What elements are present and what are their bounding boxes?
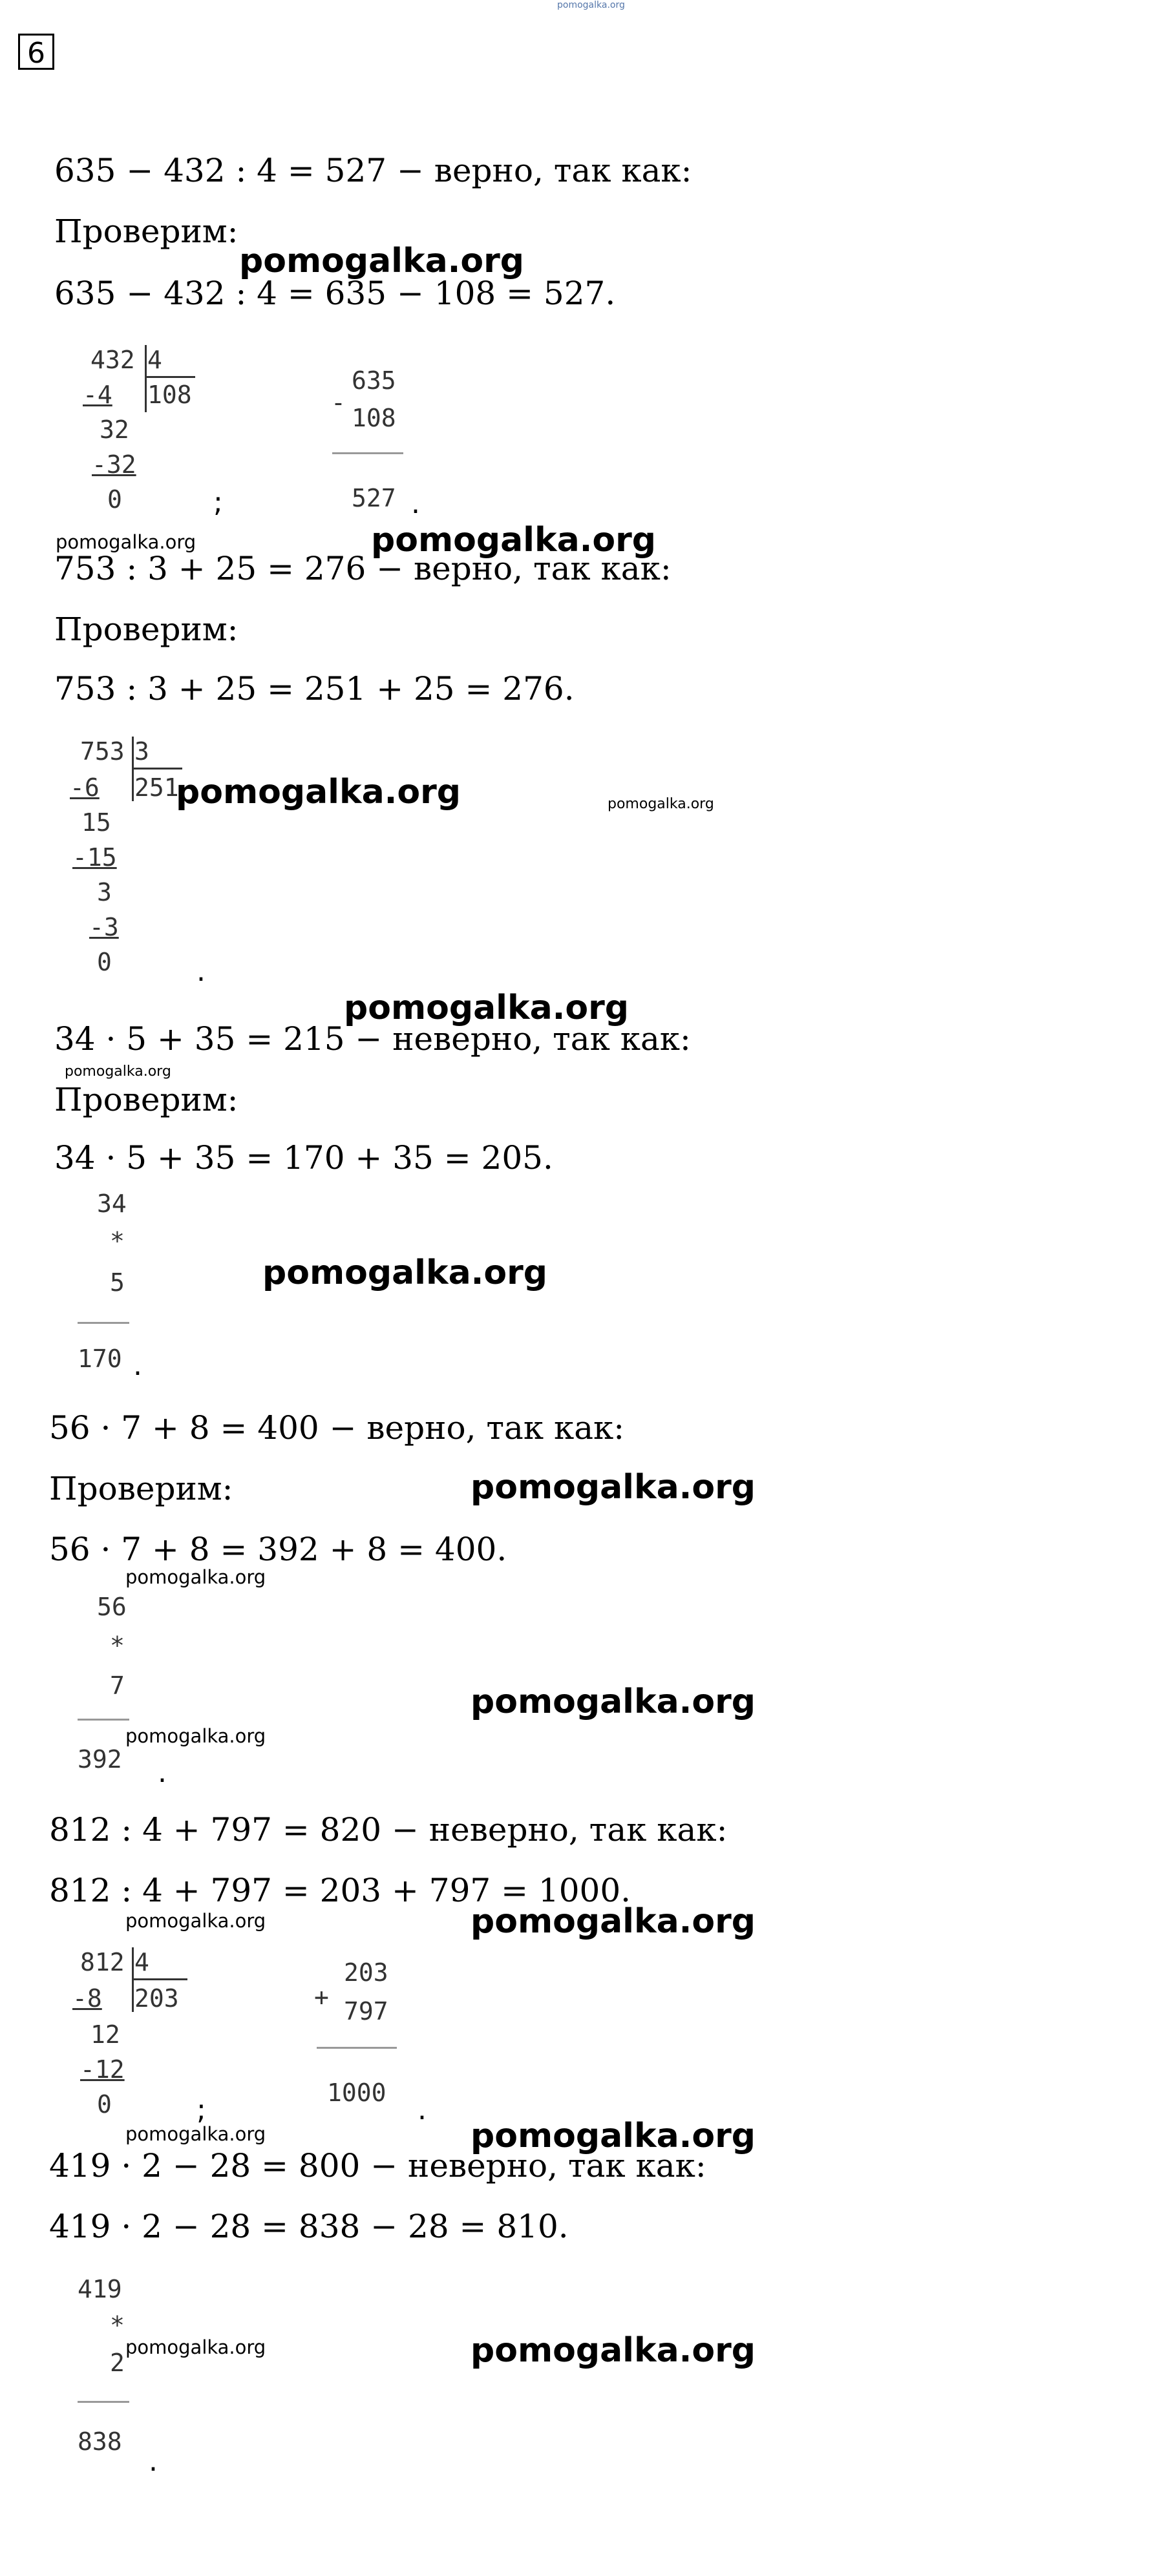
punct: .: [418, 2093, 427, 2126]
check-3: 34 · 5 + 35 = 170 + 35 = 205.: [54, 1139, 553, 1177]
check-label-1: Проверим:: [54, 213, 238, 250]
dividend: 753: [80, 737, 125, 766]
watermark: pomogalka.org: [125, 2336, 266, 2358]
check-label-2: Проверим:: [54, 611, 238, 648]
punct: ;: [196, 2093, 206, 2126]
sign: *: [110, 1227, 125, 1255]
statement-3: 34 · 5 + 35 = 215 − неверно, так как:: [54, 1020, 691, 1058]
check-6: 419 · 2 − 28 = 838 − 28 = 810.: [49, 2208, 569, 2245]
top: 635: [352, 366, 396, 395]
punct: .: [196, 955, 206, 988]
statement-2: 753 : 3 + 25 = 276 − верно, так как:: [54, 550, 672, 587]
watermark-top: pomogalka.org: [557, 0, 625, 10]
bottom: 7: [110, 1671, 125, 1700]
punct: .: [158, 1756, 167, 1789]
statement-6: 419 · 2 − 28 = 800 − неверно, так как:: [49, 2147, 706, 2184]
result: 838: [78, 2427, 122, 2456]
dividend: 432: [90, 346, 135, 374]
watermark: pomogalka.org: [371, 521, 657, 560]
sign: +: [314, 1983, 329, 2011]
step: -6: [70, 773, 100, 802]
step: 12: [90, 2020, 120, 2049]
watermark: pomogalka.org: [176, 773, 461, 812]
statement-4: 56 · 7 + 8 = 400 − верно, так как:: [49, 1409, 625, 1447]
bottom: 2: [110, 2349, 125, 2377]
watermark: pomogalka.org: [125, 1566, 266, 1588]
divisor: 4: [134, 1948, 149, 1976]
watermark: pomogalka.org: [608, 796, 714, 812]
step: 0: [107, 485, 122, 514]
quotient: 251: [134, 773, 179, 802]
divisor: 3: [134, 737, 149, 766]
task-number: 6: [18, 34, 54, 70]
step: 15: [81, 808, 111, 837]
result: 170: [78, 1345, 122, 1373]
bottom: 797: [344, 1997, 388, 2026]
top: 56: [97, 1593, 127, 1621]
punct: .: [133, 1349, 142, 1382]
watermark: pomogalka.org: [471, 2331, 756, 2370]
divisor: 4: [147, 346, 162, 374]
result: 527: [352, 484, 396, 512]
watermark: pomogalka.org: [471, 1902, 756, 1941]
check-label-3: Проверим:: [54, 1081, 238, 1118]
punct: ;: [213, 486, 223, 519]
watermark: pomogalka.org: [239, 242, 525, 280]
watermark: pomogalka.org: [125, 1910, 266, 1932]
check-4: 56 · 7 + 8 = 392 + 8 = 400.: [49, 1531, 507, 1568]
step: -12: [80, 2055, 125, 2084]
watermark: pomogalka.org: [262, 1253, 548, 1292]
top: 203: [344, 1958, 388, 1987]
watermark: pomogalka.org: [471, 1468, 756, 1507]
sign: -: [331, 388, 346, 417]
check-2: 753 : 3 + 25 = 251 + 25 = 276.: [54, 670, 575, 707]
result: 392: [78, 1745, 122, 1774]
step: 0: [97, 948, 112, 976]
step: -15: [72, 843, 117, 872]
watermark: pomogalka.org: [125, 1725, 266, 1747]
step: 3: [97, 878, 112, 906]
check-5: 812 : 4 + 797 = 203 + 797 = 1000.: [49, 1872, 631, 1909]
check-label-4: Проверим:: [49, 1470, 233, 1507]
bottom: 108: [352, 404, 396, 432]
step: -32: [92, 450, 136, 479]
quotient: 203: [134, 1984, 179, 2013]
punct: .: [149, 2445, 158, 2478]
step: -3: [89, 913, 119, 941]
sign: *: [110, 1631, 125, 1660]
step: -4: [83, 381, 112, 409]
punct: .: [411, 487, 420, 520]
watermark: pomogalka.org: [471, 1682, 756, 1721]
top: 34: [97, 1189, 127, 1218]
step: 32: [100, 415, 129, 444]
watermark: pomogalka.org: [344, 989, 630, 1027]
watermark: pomogalka.org: [56, 531, 196, 553]
check-1: 635 − 432 : 4 = 635 − 108 = 527.: [54, 275, 616, 312]
statement-5: 812 : 4 + 797 = 820 − неверно, так как:: [49, 1811, 728, 1848]
sign: *: [110, 2311, 125, 2340]
watermark: pomogalka.org: [471, 2117, 756, 2155]
dividend: 812: [80, 1948, 125, 1976]
result: 1000: [327, 2079, 386, 2107]
top: 419: [78, 2275, 122, 2303]
watermark: pomogalka.org: [65, 1063, 171, 1080]
step: -8: [72, 1984, 102, 2013]
statement-1: 635 − 432 : 4 = 527 − верно, так как:: [54, 152, 692, 189]
quotient: 108: [147, 381, 192, 409]
step: 0: [97, 2090, 112, 2119]
watermark: pomogalka.org: [125, 2123, 266, 2145]
bottom: 5: [110, 1268, 125, 1297]
